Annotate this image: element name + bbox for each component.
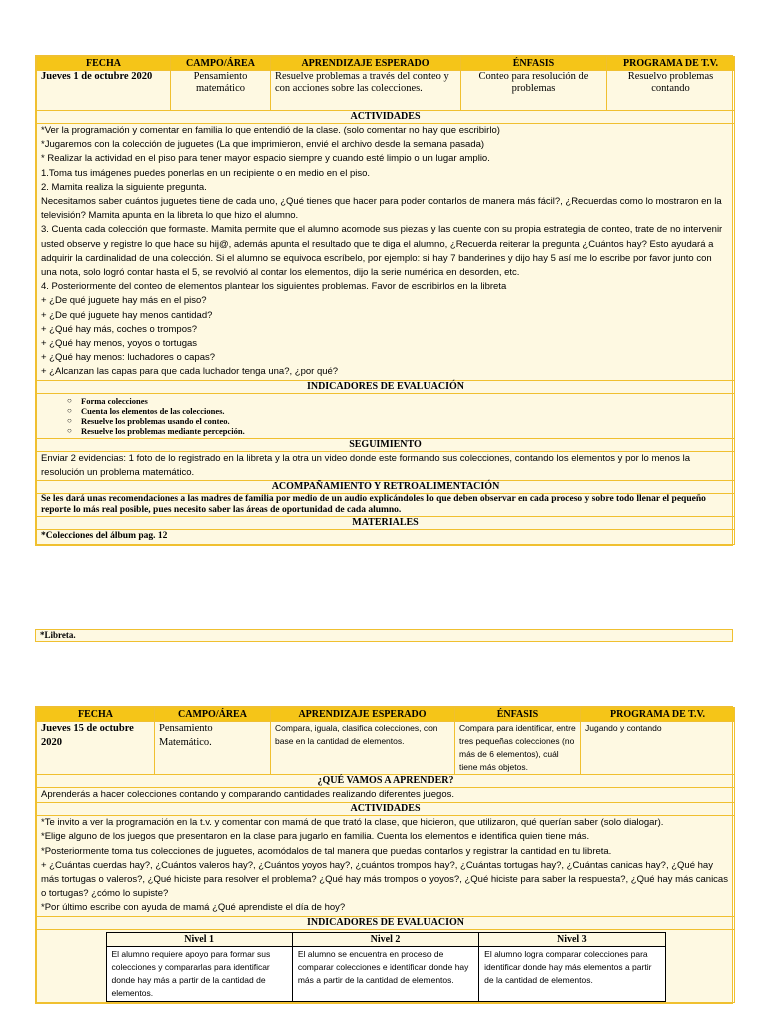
niveles-table <box>106 932 666 1002</box>
header-campo: CAMPO/ÁREA <box>171 57 271 71</box>
actividad-line: + ¿Qué hay menos, yoyos o tortugas <box>41 338 198 350</box>
actividad-line: + ¿Cuántas cuerdas hay?, ¿Cuántos valeros hay?, ¿Cuántos yoyos hay?, ¿cuántos trompos hay?, ¿Cuántas tortugas hay?, ¿Cuántas canicas hay?, ¿Qué hay más tortugas o valeros?, ¿Qué hiciste para resolver el problema? ¿Qué hay más trompos o yoyos?, ¿Qué hiciste para saber la respuesta?, ¿Qué hay más canicas o tortugas? ¿cómo lo supiste? <box>41 859 728 900</box>
aprender-title: ¿QUÉ VAMOS A APRENDER? <box>37 775 735 788</box>
actividades-list <box>37 816 735 916</box>
actividad-line: *Elige alguno de los juegos que presentaron en la clase para jugarlo en familia. Cuenta los elementos e identifica quien tiene más. <box>41 831 590 843</box>
actividad-line: *Posteriormente toma tus colecciones de juguetes, acomódalos de tal manera que puedas contarlos y registrar la cantidad en tu libreta. <box>41 845 612 857</box>
header-enfasis: ÉNFASIS <box>461 57 607 71</box>
indicadores-title: INDICADORES DE EVALUACIÓN <box>37 380 735 393</box>
actividad-line: 4. Posteriormente del conteo de elementos plantear los siguientes problemas. Favor de escribirlos en la libreta <box>41 281 507 293</box>
acompanamiento-title: ACOMPAÑAMIENTO Y RETROALIMENTACIÓN <box>37 481 735 494</box>
indicadores-cell <box>37 393 735 438</box>
actividad-line: *Jugaremos con la colección de juguetes (La que imprimieron, envié el archivo desde la semana pasada) <box>41 139 485 151</box>
plan-table-2 <box>35 706 733 1004</box>
nivel-1-title: Nivel 1 <box>106 932 292 946</box>
data-row <box>37 71 735 111</box>
seguimiento-title: SEGUIMIENTO <box>37 438 735 451</box>
nivel-1-text: El alumno requiere apoyo para formar sus colecciones y compararlas para identificar donde hay más a partir de la cantidad de elementos. <box>106 946 292 1001</box>
actividad-line: Necesitamos saber cuántos juguetes tiene de cada uno, ¿Qué tienes que hacer para poder contarlos de manera más fácil?, ¿Recuerdas como lo mostraron en la televisión? Mamita apunta en la libreta lo que hizo el alumno. <box>41 196 722 222</box>
actividad-line: *Ver la programación y comentar en familia lo que entendió de la clase. (solo comentar no hay que escribirlo) <box>41 125 500 136</box>
actividad-line: * Realizar la actividad en el piso para tener mayor espacio siempre y cuando esté limpio o un lugar amplio. <box>41 153 490 165</box>
header-aprendizaje: APRENDIZAJE ESPERADO <box>271 57 461 71</box>
actividad-line: + ¿De qué juguete hay más en el piso? <box>41 295 207 307</box>
actividad-line: + ¿De qué juguete hay menos cantidad? <box>41 309 213 321</box>
programa-cell: Jugando y contando <box>581 722 735 775</box>
libreta-row <box>35 629 733 642</box>
actividad-line: 2. Mamita realiza la siguiente pregunta. <box>41 181 207 193</box>
header-aprendizaje: APRENDIZAJE ESPERADO <box>271 708 455 722</box>
header-fecha: FECHA <box>37 708 155 722</box>
actividad-line: *Te invito a ver la programación en la t.v. y comentar con mamá de que trató la clase, que hicieron, que utilizaron, qué querían saber (solo dialogar). <box>41 817 664 829</box>
actividades-list <box>37 124 735 381</box>
nivel-2-title: Nivel 2 <box>292 932 478 946</box>
aprendizaje-cell: Resuelve problemas a través del conteo y con acciones sobre las colecciones. <box>271 71 461 111</box>
fecha-cell: Jueves 1 de octubre 2020 <box>37 71 171 111</box>
indicador-item: ○ Resuelve los problemas usando el conteo. <box>81 416 730 426</box>
header-programa: PROGRAMA DE T.V. <box>607 57 735 71</box>
materiales-title: MATERIALES <box>37 517 735 530</box>
header-row <box>37 708 735 722</box>
campo-cell: Pensamiento matemático <box>171 71 271 111</box>
programa-cell: Resuelvo problemas contando <box>607 71 735 111</box>
indicadores-list <box>41 394 730 438</box>
nivel-3-title: Nivel 3 <box>479 932 665 946</box>
indicador-item: ○ Resuelve los problemas mediante percepción. <box>81 426 730 436</box>
actividades-title: ACTIVIDADES <box>37 111 735 124</box>
campo-cell: Pensamiento Matemático. <box>155 722 271 775</box>
acompanamiento-text: Se les dará unas recomendaciones a las madres de familia por medio de un audio explicándoles lo que deben observar en cada proceso y sobre todo llenar el pequeño reporte lo más real posible, pues necesito saber las áreas de oportunidad de cada alumno. <box>37 494 735 517</box>
nivel-3-text: El alumno logra comparar colecciones para identificar donde hay más elementos a partir de la cantidad de elementos. <box>479 946 665 1001</box>
indicadores-title: INDICADORES DE EVALUACION <box>37 916 735 929</box>
actividad-line: *Por último escribe con ayuda de mamá ¿Qué aprendiste el día de hoy? <box>41 902 346 914</box>
header-row <box>37 57 735 71</box>
enfasis-cell: Compara para identificar, entre tres pequeñas colecciones (no más de 6 elementos), cuál tiene más objetos. <box>455 722 581 775</box>
data-row <box>37 722 735 775</box>
materiales-text: *Colecciones del álbum pag. 12 <box>37 530 735 545</box>
enfasis-cell: Conteo para resolución de problemas <box>461 71 607 111</box>
actividad-line: 3. Cuenta cada colección que formaste. Mamita permite que el alumno acomode sus piezas y las cuente con su propia estrategia de conteo, trate de no intervenir usted observe y registre lo que hace su hij@, además apunta el resultado que te diga el alumno, ¿Recuerda reiterar la pregunta ¿Cuántos hay? Esto ayudará a adquirir la cardinalidad de una colección. Si el alumno se equivoca escríbelo, por ejemplo: si hay 7 banderines y dijo hay 5 así me lo escribe por favor junto con una nota, solo logró contar hasta el 5, se revolvió al contar los elementos, dijo la serie numérica en desorden, etc. <box>41 224 723 279</box>
aprendizaje-cell: Compara, iguala, clasifica colecciones, con base en la cantidad de elementos. <box>271 722 455 775</box>
header-fecha: FECHA <box>37 57 171 71</box>
header-enfasis: ÉNFASIS <box>455 708 581 722</box>
niveles-cell <box>37 929 735 1002</box>
actividad-line: + ¿Alcanzan las capas para que cada luchador tenga una?, ¿por qué? <box>41 366 339 378</box>
fecha-cell: Jueves 15 de octubre 2020 <box>37 722 155 775</box>
libreta-text: *Libreta. <box>40 630 76 640</box>
nivel-2-text: El alumno se encuentra en proceso de comparar colecciones e identificar donde hay más a partir de la cantidad de elementos. <box>292 946 478 1001</box>
actividades-title: ACTIVIDADES <box>37 803 735 816</box>
actividad-line: 1.Toma tus imágenes puedes ponerlas en un recipiente o en medio en el piso. <box>41 167 371 179</box>
indicador-item: ○ Forma colecciones <box>81 396 730 406</box>
actividad-line: + ¿Qué hay menos: luchadores o capas? <box>41 352 216 364</box>
indicador-item: ○ Cuenta los elementos de las colecciones. <box>81 406 730 416</box>
header-programa: PROGRAMA DE T.V. <box>581 708 735 722</box>
seguimiento-text: Enviar 2 evidencias: 1 foto de lo registrado en la libreta y la otra un video donde este formando sus colecciones, contando los elementos y por lo menos la resolución un problema matemático. <box>37 451 735 480</box>
aprender-text: Aprenderás a hacer colecciones contando y comparando cantidades realizando diferentes juegos. <box>37 788 735 803</box>
plan-table-1 <box>35 55 733 546</box>
header-campo: CAMPO/ÁREA <box>155 708 271 722</box>
actividad-line: + ¿Qué hay más, coches o trompos? <box>41 323 198 335</box>
